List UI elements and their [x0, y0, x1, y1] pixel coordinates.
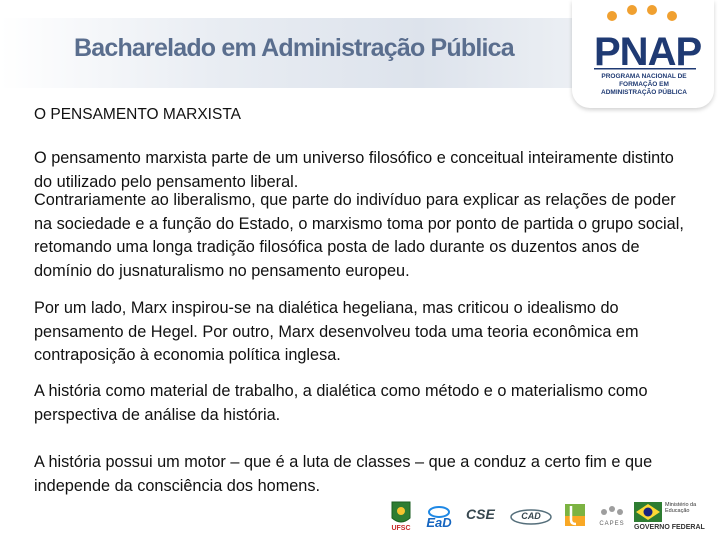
footer-logos: [388, 498, 718, 536]
ead-logo: EaD: [422, 502, 456, 534]
cse-logo: CSE: [466, 506, 495, 522]
paragraph-1: O pensamento marxista parte de um universo filosófico e conceitual inteiramente distinto do utilizado pelo pensamento liberal.: [34, 149, 674, 191]
cad-logo: CAD: [510, 508, 552, 526]
slide-heading: O PENSAMENTO MARXISTA: [34, 106, 241, 123]
ministerio-logo: Ministério da Educação GOVERNO FEDERAL: [634, 502, 705, 531]
pnap-logo: [572, 0, 714, 108]
paragraph-3: Por um lado, Marx inspirou-se na dialética hegeliana, mas criticou o idealismo do pensamento de Hegel. Por outro, Marx desenvolveu toda uma teoria econômica em contraposição à economia política inglesa.: [34, 299, 639, 364]
brazil-flag-icon: [634, 502, 662, 522]
university-logo: [562, 502, 588, 532]
pnap-wordmark: PNAP: [594, 30, 702, 74]
paragraph-5: A história possui um motor – que é a luta de classes – que a conduz a certo fim e que independe da consciência dos homens.: [34, 453, 653, 495]
capes-logo: CAPES: [594, 504, 630, 532]
ufsc-logo: UFSC: [388, 500, 414, 534]
pnap-subtitle: PROGRAMA NACIONAL DE FORMAÇÃO EM ADMINISTRAÇÃO PÚBLICA: [601, 73, 687, 96]
paragraph-2: Contrariamente ao liberalismo, que parte do indivíduo para explicar as relações de poder na sociedade e a função do Estado, o marxismo toma por ponto de partida o grupo social, retomando uma longa tradição filosófica posta de lado durante os duzentos anos de domínio do jusnaturalismo no pensamento europeu.: [34, 191, 684, 280]
course-title: Bacharelado em Administração Pública: [74, 34, 514, 62]
paragraph-4: A história como material de trabalho, a dialética como método e o materialismo como perspectiva de análise da história.: [34, 382, 648, 424]
